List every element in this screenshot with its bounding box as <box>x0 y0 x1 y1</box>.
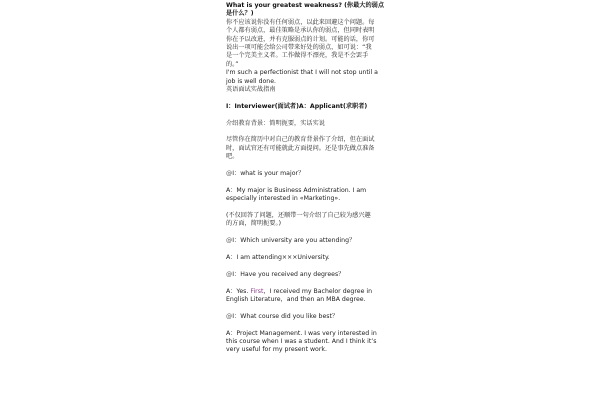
section-heading: I：Interviewer(面试者)A：Applicant(求职者) <box>226 102 368 110</box>
dialogue-answer: A：My major is Business Administration. I am <box>226 186 367 194</box>
highlighted-word: First <box>250 287 264 295</box>
dialogue-question: @I：Have you received any degrees？ <box>226 270 345 278</box>
perfectionist-line: job is well done. <box>226 77 276 85</box>
intro-line: 的。” <box>226 60 239 68</box>
note-line: 时，面试官还有可能就此方面提问。还是事先做点准备 <box>226 144 375 152</box>
spacer <box>226 229 386 237</box>
spacer <box>226 204 386 212</box>
note-line: 吧。 <box>226 153 239 161</box>
dialogue-answer: especially interested in «Marketing». <box>226 195 341 203</box>
topic-line: 介绍教育背景：简明扼要，实话实说 <box>226 119 325 127</box>
dialogue-answer: A：Yes. First，I received my Bachelor degree in <box>226 287 372 295</box>
spacer <box>226 94 386 102</box>
guide-title: 英语面试实战指南 <box>226 86 276 94</box>
dialogue-answer: very useful for my present work. <box>226 346 327 354</box>
question-marker-icon: @ <box>226 312 233 320</box>
dialogue-note: 的方面，简明扼要。) <box>226 220 282 228</box>
intro-line: 你在予以改进，并有克服弱点的计划。可能的话，你可 <box>226 35 375 43</box>
intro-line: 说出一项可能会给公司带来好处的弱点，如可说：“我 <box>226 44 372 52</box>
spacer <box>226 304 386 312</box>
heading-line-1: What is your greatest weakness? (你最大的弱点 <box>226 2 385 9</box>
perfectionist-line: I'm such a perfectionist that I will not stop until a <box>226 69 378 77</box>
spacer <box>226 162 386 170</box>
spacer <box>226 246 386 254</box>
spacer <box>226 279 386 287</box>
dialogue-question: @I：Which university are you attending？ <box>226 237 356 245</box>
heading-line-2: 是什么？) <box>226 10 254 18</box>
question-marker-icon: @ <box>226 237 233 245</box>
article-column <box>226 2 386 355</box>
intro-line: 你不应该说你没有任何弱点，以此来回避这个问题。每 <box>226 18 375 26</box>
spacer <box>226 321 386 329</box>
dialogue-note: (不仅回答了问题，还顺带一句介绍了自己较为感兴趣 <box>226 212 371 220</box>
dialogue-answer: A：I am attending×××University. <box>226 254 330 262</box>
question-marker-icon: @ <box>226 270 233 278</box>
note-line: 尽管你在简历中对自己的教育背景作了介绍，但在面试 <box>226 136 375 144</box>
dialogue-answer: A：Project Management. I was very interested in <box>226 329 377 337</box>
question-marker-icon: @ <box>226 170 233 178</box>
spacer <box>226 262 386 270</box>
dialogue-question: @I：What course did you like best？ <box>226 312 339 320</box>
intro-line: 个人都有弱点，最佳策略是承认你的弱点，但同时表明 <box>226 27 375 35</box>
dialogue-question: @I：what is your major？ <box>226 170 305 178</box>
spacer <box>226 111 386 119</box>
dialogue-answer: English Literature，and then an MBA degree. <box>226 296 366 304</box>
spacer <box>226 178 386 186</box>
intro-line: 是一个完美主义者。工作做得不漂亮，我是不会罢手 <box>226 52 369 60</box>
dialogue-answer: this course when I was a student. And I think it’s <box>226 338 377 346</box>
